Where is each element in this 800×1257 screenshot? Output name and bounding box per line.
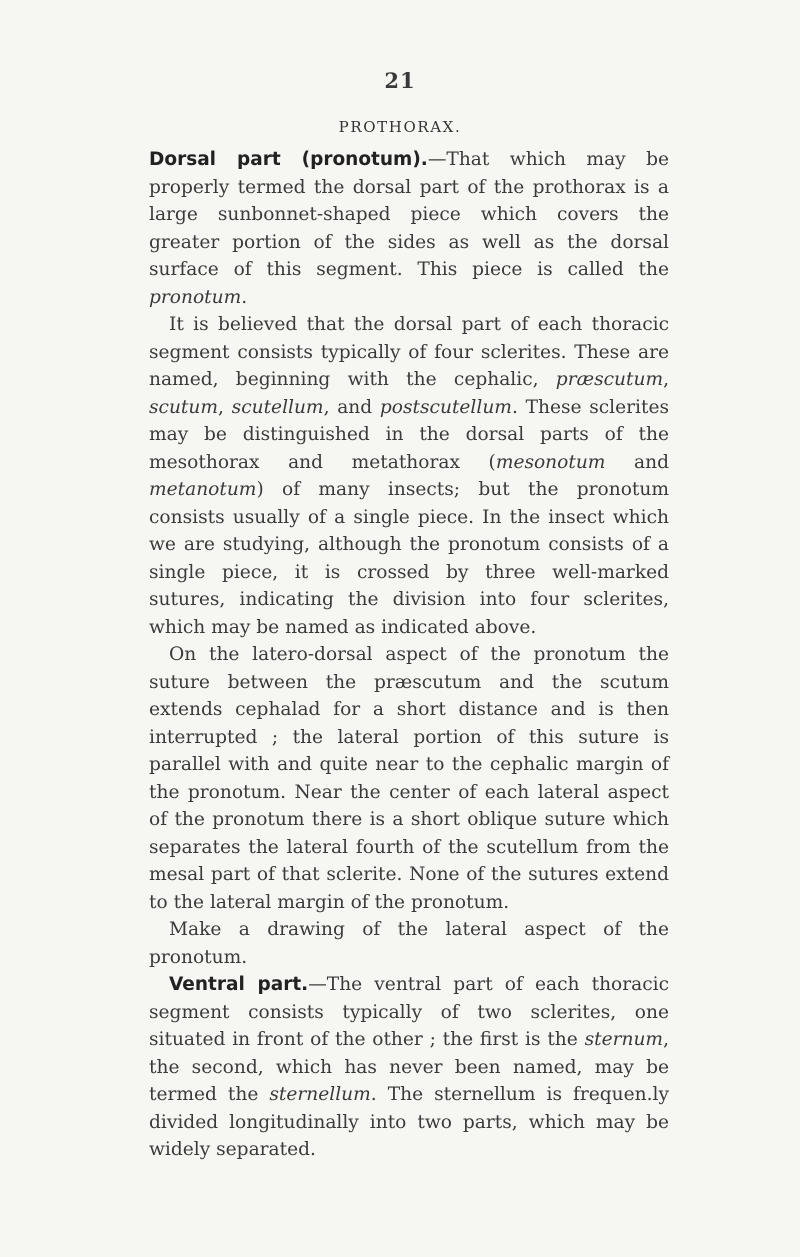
term-sternum: sternum [584,1029,664,1050]
text-run: That which may be properly termed the dorsal part of the prothorax is a large sunbonnet-shaped piece which covers the greater portion of the sides as well as the dorsal surface of this segment. This piece is called the [149,149,669,280]
text-run: and [605,451,670,473]
paragraph-drawing-instruction: Make a drawing of the lateral aspect of the pronotum. [149,919,669,968]
section-title: PROTHORAX. [338,118,462,136]
page-number: 21 [384,68,416,93]
paragraph-ventral-part [149,971,669,1164]
text-run: , and [323,396,380,418]
term-mesonotum: mesonotum [495,451,606,473]
text-run: , [218,396,232,418]
text-run: . The sternellum is frequen.ly divided longitudinally into two parts, which may be widely separated. [149,1084,669,1160]
text-run: It is believed that the dorsal part of each thoracic segment consists typically of four sclerites. These are named, beginning with the cephalic, [149,314,669,390]
em-dash: — [308,974,327,995]
term-praescutum: præscutum [555,369,664,390]
paragraph-dorsal-part [149,146,669,311]
body-text [149,146,669,1164]
term-metanotum: metanotum [149,479,257,500]
em-dash: — [427,149,447,170]
paragraph-sclerites [149,311,669,641]
text-run: . These sclerites may be distinguished in the dorsal parts of the mesothorax and metathorax ( [149,396,669,473]
term-sternellum: sternellum [269,1084,371,1105]
text-run: . [241,286,248,308]
text-run: , [663,369,669,390]
run-in-heading-dorsal: Dorsal part (pronotum). [149,149,428,170]
text-run: The ventral part of each thoracic segment consists typically of two sclerites, one situated in front of the other ; the first is the [149,974,669,1050]
term-pronotum: pronotum [149,286,242,308]
term-scutum: scutum [149,396,219,418]
term-postscutellum: postscutellum [379,396,512,418]
term-scutellum: scutellum [231,396,324,418]
paragraph-latero-dorsal: On the latero-dorsal aspect of the pronotum the suture between the præscutum and the scutum extends cephalad for a short distance and is then interrupted ; the lateral portion of this suture is parallel with and quite near to the cephalic margin of the pronotum. Near the center of each lateral aspect of the pronotum there is a short oblique suture which separates the lateral fourth of the scutellum from the mesal part of that sclerite. None of the sutures extend to the lateral margin of the pronotum. [149,644,669,913]
run-in-heading-ventral: Ventral part. [169,974,309,995]
text-run: ) of many insects; but the pronotum consists usually of a single piece. In the insect which we are studying, although the pronotum consists of a single piece, it is crossed by three well-marked sutures, indicating the division into four sclerites, which may be named as indicated above. [149,479,669,638]
text-run: , the second, which has never been named, may be termed the [149,1029,669,1105]
